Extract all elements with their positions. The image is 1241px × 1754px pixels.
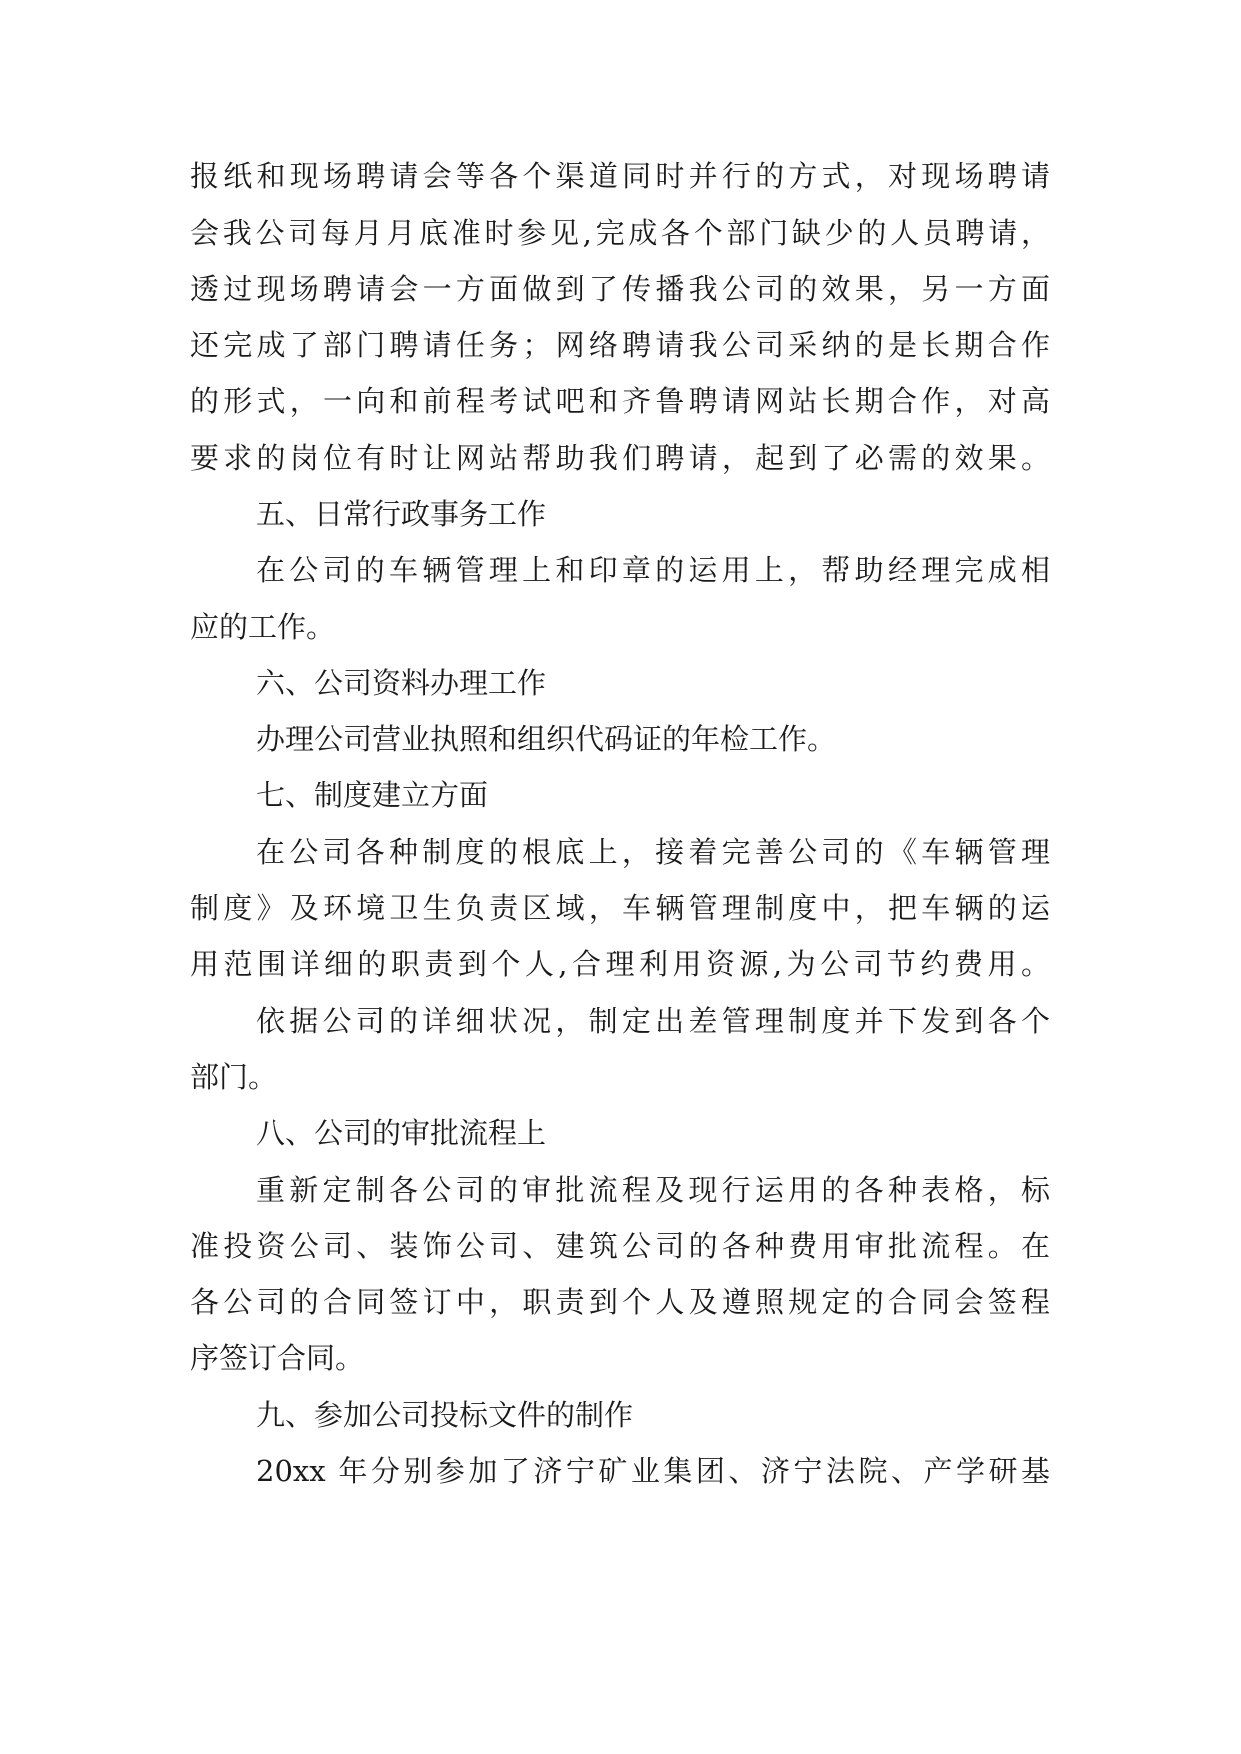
section-heading: 九、参加公司投标文件的制作 (256, 1398, 634, 1432)
section-heading: 五、日常行政事务工作 (256, 497, 547, 531)
body-text-line: 会我公司每月月底准时参见,完成各个部门缺少的人员聘请， (190, 216, 1050, 250)
body-text-line: 透过现场聘请会一方面做到了传播我公司的效果，另一方面 (190, 272, 1050, 306)
body-text-line: 在公司各种制度的根底上，接着完善公司的《车辆管理 (256, 835, 1050, 869)
body-text-line: 依据公司的详细状况，制定出差管理制度并下发到各个 (256, 1004, 1050, 1038)
body-text-line: 用范围详细的职责到个人,合理利用资源,为公司节约费用。 (190, 947, 1050, 981)
body-text-line: 办理公司营业执照和组织代码证的年检工作。 (256, 722, 837, 756)
body-text-line: 的形式，一向和前程考试吧和齐鲁聘请网站长期合作，对高 (190, 384, 1050, 418)
section-heading: 七、制度建立方面 (256, 778, 489, 812)
body-text-line: 准投资公司、装饰公司、建筑公司的各种费用审批流程。在 (190, 1229, 1050, 1263)
body-text-line: 应的工作。 (190, 610, 336, 644)
body-text-line: 部门。 (190, 1060, 278, 1094)
body-text-line: 各公司的合同签订中，职责到个人及遵照规定的合同会签程 (190, 1285, 1050, 1319)
section-heading: 六、公司资料办理工作 (256, 666, 547, 700)
body-text-line: 序签订合同。 (190, 1341, 365, 1375)
body-text-line: 20xx 年分别参加了济宁矿业集团、济宁法院、产学研基 (256, 1454, 1050, 1488)
section-heading: 八、公司的审批流程上 (256, 1116, 547, 1150)
body-text-line: 报纸和现场聘请会等各个渠道同时并行的方式，对现场聘请 (190, 159, 1050, 193)
body-text-line: 重新定制各公司的审批流程及现行运用的各种表格，标 (256, 1173, 1050, 1207)
body-text-line: 要求的岗位有时让网站帮助我们聘请，起到了必需的效果。 (190, 441, 1050, 475)
body-text-line: 制度》及环境卫生负责区域，车辆管理制度中，把车辆的运 (190, 891, 1050, 925)
body-text-line: 还完成了部门聘请任务；网络聘请我公司采纳的是长期合作 (190, 328, 1050, 362)
body-text-line: 在公司的车辆管理上和印章的运用上，帮助经理完成相 (256, 553, 1050, 587)
